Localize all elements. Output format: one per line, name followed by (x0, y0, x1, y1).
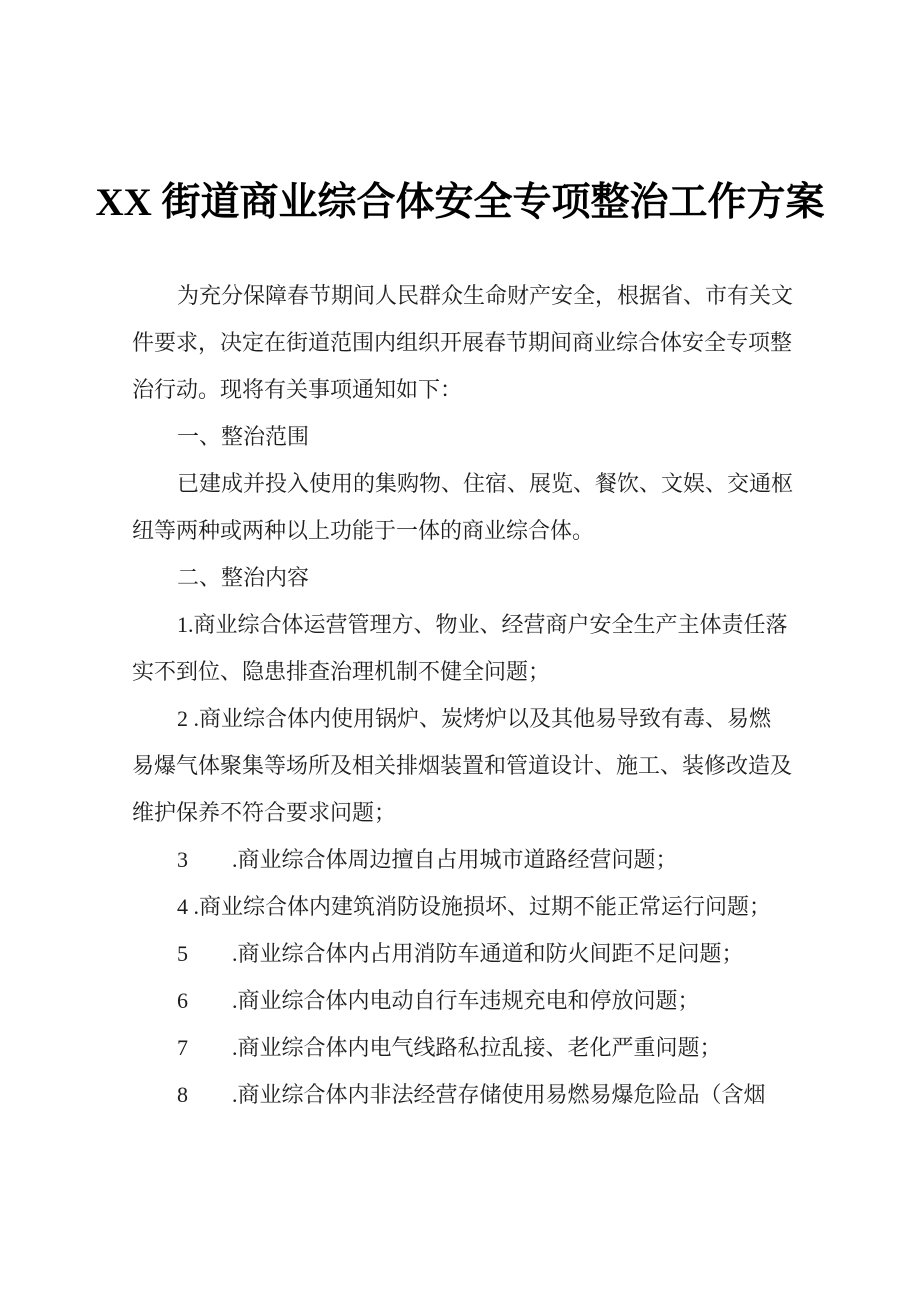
text-line: 纽等两种或两种以上功能于一体的商业综合体。 (132, 518, 595, 543)
document-body (132, 272, 794, 1118)
document-title: XX 街道商业综合体安全专项整治工作方案 (95, 181, 825, 224)
text-line: 3 .商业综合体周边擅自占用城市道路经营问题； (177, 847, 678, 872)
text-line: 治行动。现将有关事项通知如下： (132, 377, 463, 402)
paragraph-list-item (132, 1071, 790, 1118)
paragraph-list-item (132, 601, 790, 695)
text-line: 维护保养不符合要求问题； (132, 800, 397, 825)
text-line: 二、整治内容 (177, 565, 310, 590)
paragraph-list-item (132, 977, 790, 1024)
text-line: 4 .商业综合体内建筑消防设施损坏、过期不能正常运行问题； (177, 894, 772, 919)
text-line: 6 .商业综合体内电动自行车违规充电和停放问题； (177, 988, 700, 1013)
paragraph-list-item (132, 836, 790, 883)
text-line: 易爆气体聚集等场所及相关排烟装置和管道设计、施工、装修改造及 (132, 753, 793, 778)
text-line: 件要求，决定在街道范围内组织开展春节期间商业综合体安全专项整 (132, 330, 793, 355)
paragraph-list-item (132, 930, 790, 977)
paragraph-heading (132, 413, 790, 460)
text-line: 2 .商业综合体内使用锅炉、炭烤炉以及其他易导致有毒、易燃 (177, 706, 772, 731)
text-line: 为充分保障春节期间人民群众生命财产安全，根据省、市有关文 (177, 283, 794, 308)
text-line: 8 .商业综合体内非法经营存储使用易燃易爆危险品（含烟 (177, 1082, 766, 1107)
paragraph-list-item (132, 1024, 790, 1071)
paragraph-heading (132, 554, 790, 601)
paragraph-list-item (132, 695, 793, 836)
text-line: 实不到位、隐患排查治理机制不健全问题； (132, 659, 551, 684)
text-line: 7 .商业综合体内电气线路私拉乱接、老化严重问题； (177, 1035, 722, 1060)
paragraph-body (132, 460, 794, 554)
text-line: 已建成并投入使用的集购物、住宿、展览、餐饮、文娱、交通枢 (177, 471, 794, 496)
text-line: 一、整治范围 (177, 424, 310, 449)
paragraph-list-item (132, 883, 790, 930)
text-line: 5 .商业综合体内占用消防车通道和防火间距不足问题； (177, 941, 744, 966)
text-line: 1.商业综合体运营管理方、物业、经营商户安全生产主体责任落 (177, 612, 788, 637)
paragraph-body (132, 272, 794, 413)
